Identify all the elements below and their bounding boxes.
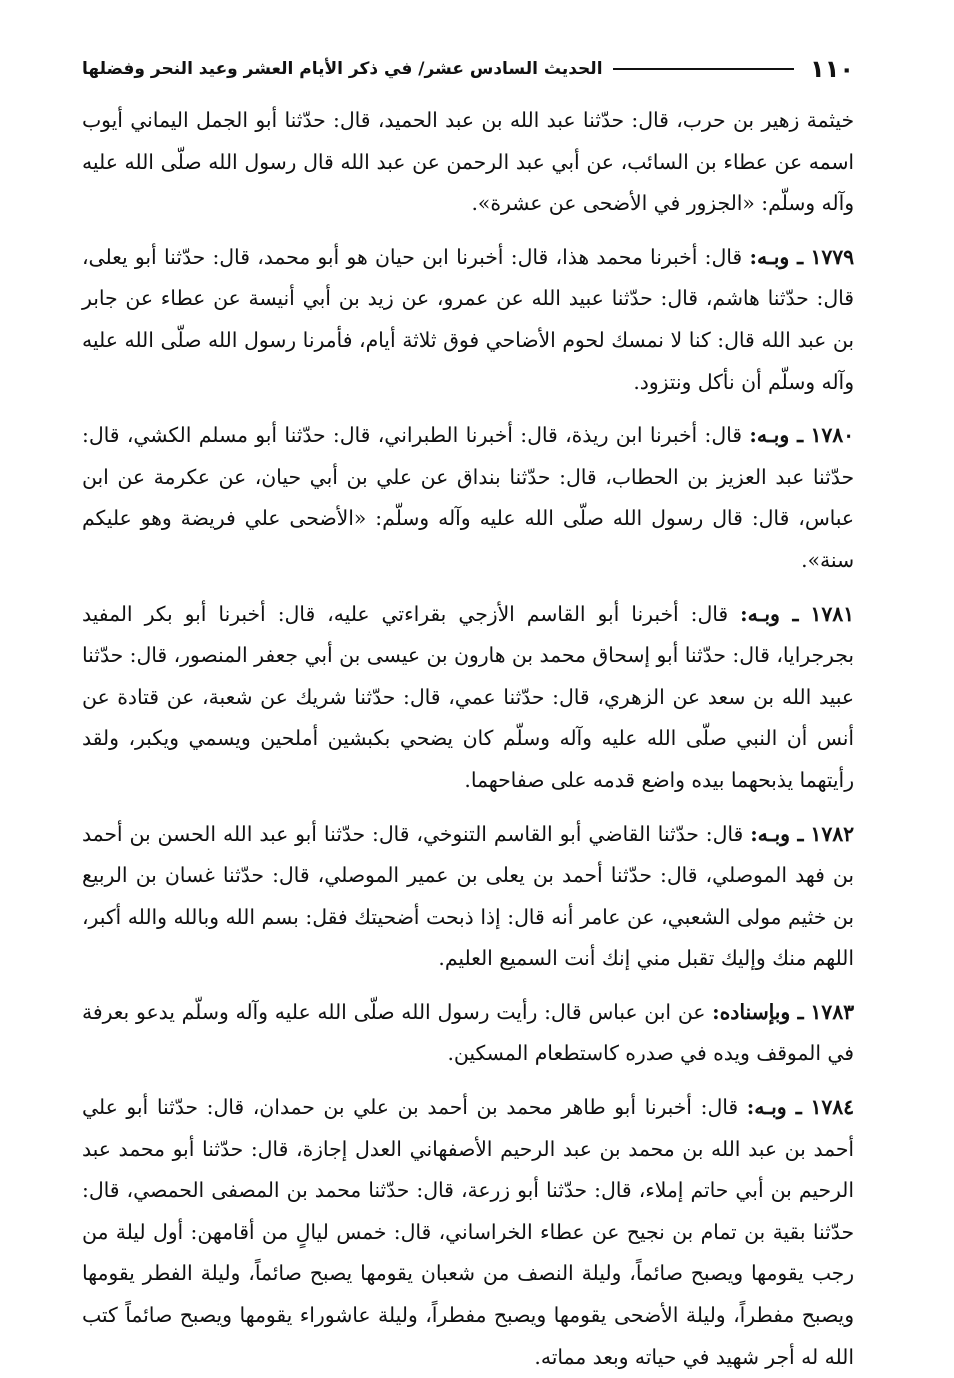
paragraph-text: عن ابن عباس قال: رأيت رسول الله صلّى الله عليه وآله وسلّم يدعو بعرفة في الموقف ويده في صدره كاستطعام المسكين. — [82, 999, 854, 1066]
paragraph-text: قال: أخبرنا أبو القاسم الأزجي بقراءتي عليه، قال: أخبرنا أبو بكر المفيد بجرجرايا، قال: حدّثنا أبو إسحاق محمد بن هارون بن عيسى بن أبي جعفر المنصور، قال: حدّثنا عبيد الله بن سعد عن الزهري، قال: حدّثنا عمي، قال: حدّثنا شريك عن شعبة، عن قتادة عن أنس أن النبي صلّى الله عليه وآله وسلّم كان يضحي بكبشين أملحين ويسمي ويكبر، ولقد رأيتهما يذبحهما بيده واضع قدمه على صفاحهما. — [82, 601, 854, 792]
paragraph-text: قال: حدّثنا القاضي أبو القاسم التنوخي، قال: حدّثنا أبو عبد الله الحسن بن أحمد بن فهد الموصلي، قال: حدّثنا أحمد بن يعلى بن عمير الموصلي، قال: حدّثنا غسان بن الربيع بن خثيم مولى الشعبي، عن عامر أنه قال: إذا ذبحت أضحيتك فقل: بسم الله وبالله والله أكبر، اللهم منك وإليك تقبل مني إنك أنت السميع العليم. — [82, 821, 854, 971]
hadith-number: ١٧٨١ — [810, 601, 854, 626]
paragraph-1783 — [82, 992, 854, 1075]
paragraph-1779 — [82, 237, 854, 403]
page-body — [82, 100, 854, 1378]
hadith-number: ١٧٧٩ — [810, 244, 855, 269]
chain-marker: ـ وبـه: — [749, 244, 804, 269]
paragraph-continuation — [82, 100, 854, 225]
paragraph-1782 — [82, 814, 854, 980]
paragraph-1780 — [82, 415, 854, 581]
paragraph-text: قال: أخبرنا أبو طاهر محمد بن أحمد بن علي بن حمدان، قال: حدّثنا أبو علي أحمد بن عبد الله بن محمد بن عبد الرحيم الأصفهاني العدل إجازة، قال: حدّثنا أبو محمد عبد الرحيم بن أبي حاتم إملاء، قال: حدّثنا أبو زرعة، قال: حدّثنا محمد بن المصفى الحمصي، قال: حدّثنا بقية بن تمام بن نجيح عن عطاء الخراساني، قال: خمس ليالٍ من أقامهن: أول ليلة من رجب يقومها ويصبح صائماً، وليلة النصف من شعبان يقومها يصبح صائماً، وليلة الفطر يقومها ويصبح مفطراً، وليلة الأضحى يقومها ويصبح مفطراً، وليلة عاشوراء يقومها ويصبح صائماً كتب الله له أجر شهيد في حياته وبعد مماته. — [82, 1095, 854, 1369]
chain-marker: ـ وبـه: — [740, 601, 799, 626]
chain-marker: ـ وبـه: — [750, 821, 804, 846]
paragraph-text: قال: أخبرنا محمد هذا، قال: أخبرنا ابن حيان هو أبو محمد، قال: حدّثنا أبو يعلى، قال: حدّثنا هاشم، قال: حدّثنا عبيد الله عن عمرو، عن زيد بن أبي أنيسة عن عطاء عن جابر بن عبد الله قال: كنا لا نمسك لحوم الأضاحي فوق ثلاثة أيام، فأمرنا رسول الله صلّى الله عليه وآله وسلّم أن نأكل ونتزود. — [82, 244, 854, 394]
hadith-number: ١٧٨٠ — [810, 423, 855, 448]
paragraph-text: خيثمة زهير بن حرب، قال: حدّثنا عبد الله بن عبد الحميد، قال: حدّثنا أبو الجمل اليماني أيوب اسمه عن عطاء بن السائب، عن أبي عبد الرحمن عن عبد الله قال رسول الله صلّى الله عليه وآله وسلّم: «الجزور في الأضحى عن عشرة». — [82, 108, 854, 216]
page-number: ١١٠ — [810, 55, 854, 83]
chain-marker: ـ وبإسناده: — [712, 999, 804, 1024]
running-title: الحديث السادس عشر/ في ذكر الأيام العشر وعيد النحر وفضلها — [82, 59, 603, 79]
hadith-number: ١٧٨٢ — [810, 821, 854, 846]
chain-marker: ـ وبـه: — [749, 423, 804, 448]
paragraph-1781 — [82, 594, 854, 802]
header-rule — [613, 68, 795, 70]
hadith-number: ١٧٨٣ — [810, 999, 854, 1024]
hadith-number: ١٧٨٤ — [810, 1095, 855, 1120]
paragraph-1784 — [82, 1087, 854, 1378]
chain-marker: ـ وبـه: — [746, 1095, 802, 1120]
paragraph-text: قال: أخبرنا ابن ريذة، قال: أخبرنا الطبراني، قال: حدّثنا أبو مسلم الكشي، قال: حدّثنا عبد العزيز بن الحطاب، قال: حدّثنا بنداق عن علي بن أبي حيان، عن عكرمة عن ابن عباس، قال: قال رسول الله صلّى الله عليه وآله وسلّم: «الأضحى علي فريضة وهو عليكم سنة». — [82, 423, 854, 572]
page-header — [82, 52, 854, 86]
